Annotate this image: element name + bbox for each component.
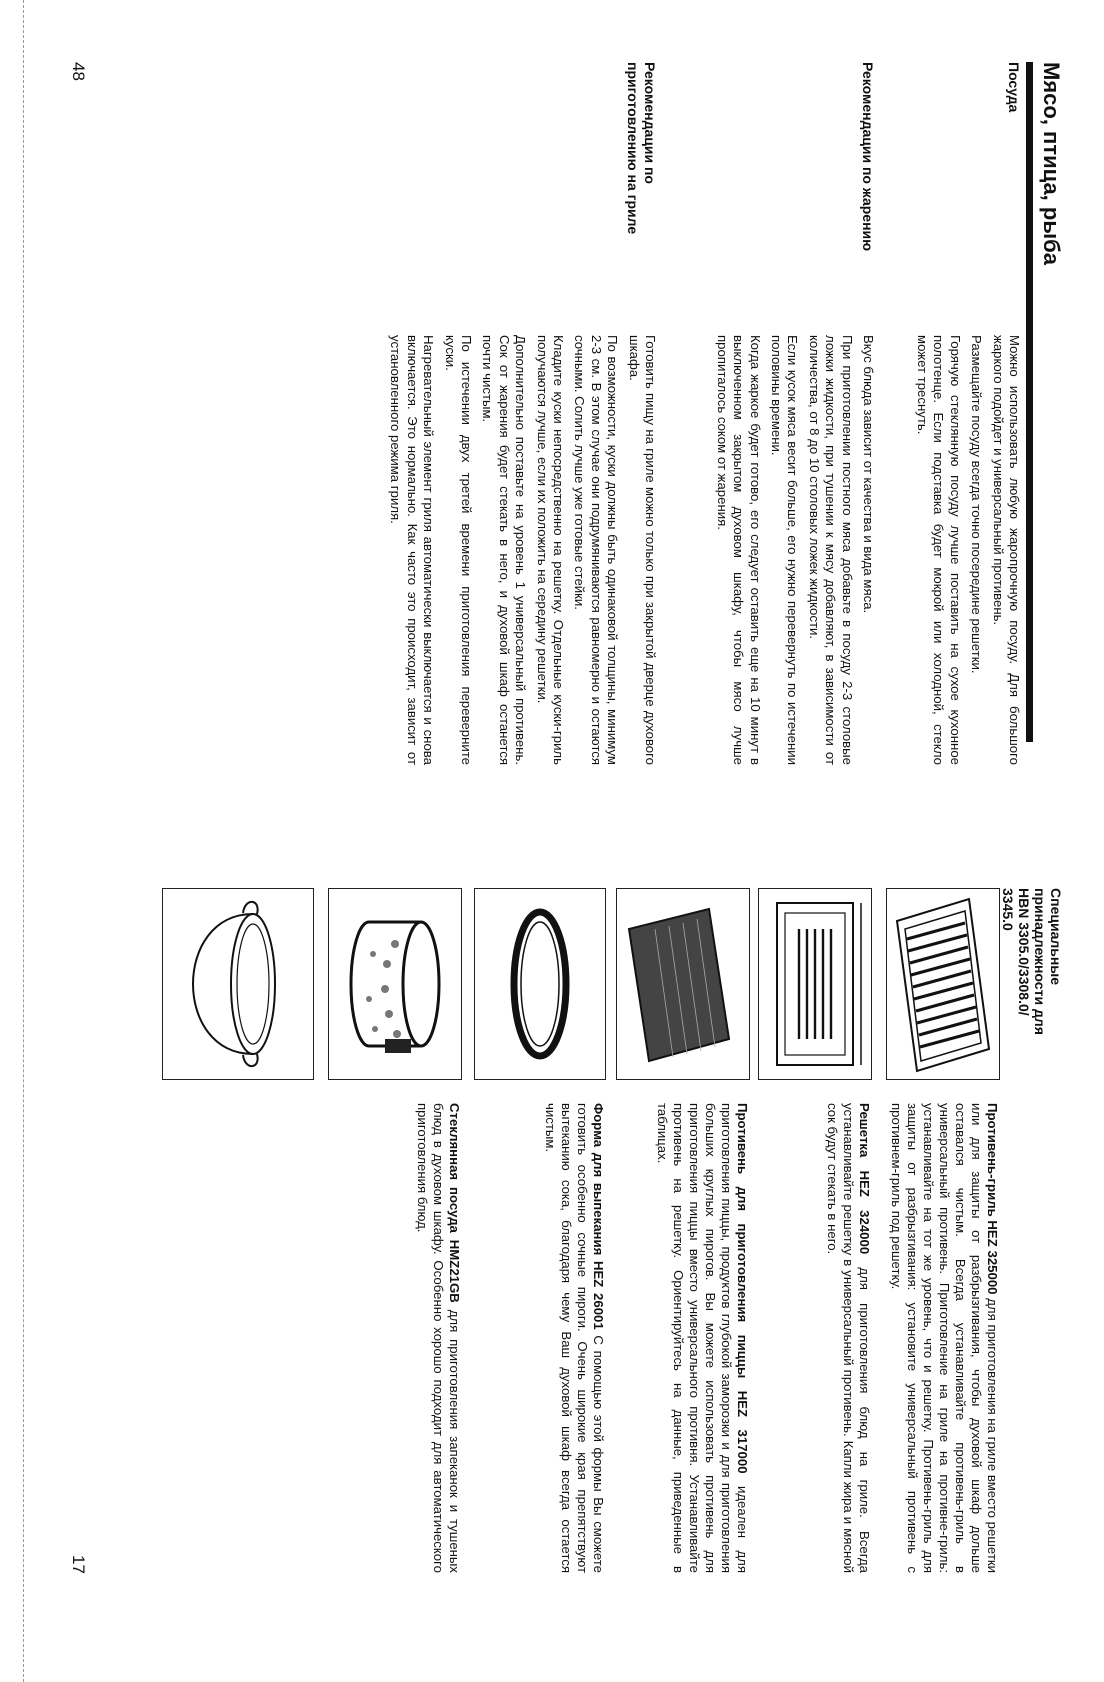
paragraph: Можно использовать любую жаропрочную посуду. Для большого жаркого подойдет и универсальный противень. [990,335,1022,765]
paragraph: Нагревательный элемент гриля автоматически выключается и снова включается. Это нормально. Как часто это происходит, зависит от установленного режима гриля. [388,335,437,765]
oven-rack-icon [759,889,871,1079]
accessory-pizza-tray [654,1103,750,1573]
round-pizza-pan-icon [475,889,605,1079]
pizza-pan-figure [474,888,606,1080]
accessory-grid [824,1103,872,1573]
scan-edge-line [22,0,24,1682]
accessory-name: Стеклянная посуда HMZ21GB [447,1103,462,1303]
paragraph: По истечении двух третей времени приготовления переверните куски. [442,335,474,765]
paragraph: При приготовлении постного мяса добавьте в посуду 2-3 столовые ложки жидкости, при тушении к мясу добавляют, в зависимости от количества, от 8 до 10 столовых ложек жидкости. [806,335,855,765]
label-grilling: Рекомендации по приготовлению на гриле [625,62,658,235]
section-grilling [382,335,658,765]
paragraph: Если кусок мяса весит больше, его нужно перевернуть по истечении половины времени. [768,335,801,765]
accessory-glass-dish [414,1103,462,1573]
springform-pan-icon [329,889,461,1079]
page-title: Мясо, птица, рыба [1026,62,1064,742]
grill-pan-icon [887,889,999,1079]
paragraph: Когда жаркое будет готово, его следует оставить еще на 10 минут в выключенном закрытом духовом шкафу, чтобы мясо лучше пропиталось соком от жарения. [714,335,763,765]
accessory-text: для приготовления запеканок и тушеных блюд в духовом шкафу. Особенно хорошо подходит для автоматического приготовления блюд. [415,1103,462,1574]
label-dishes: Посуда [1006,62,1022,113]
glass-dish-icon [163,889,313,1079]
paragraph: Вкус блюда зависит от качества и вида мяса. [861,335,876,614]
label-roasting: Рекомендации по жарению [860,62,876,252]
accessories-title: Специальные принадлежности для HBN 3305.0/3308.0/ 3345.0 [1000,888,1064,1035]
grid-figure [758,888,872,1080]
section-roasting [708,335,876,765]
page-number-right: 17 [69,1555,88,1574]
glass-dish-figure [162,888,314,1080]
accessory-name: Форма для выпекания HEZ 26001 [591,1103,606,1330]
accessory-baking-form [542,1103,606,1573]
accessory-text: для приготовления на гриле вместо решетки или для защиты от разбрызгивания, чтобы духовой шкаф дольше оставался чистым. Всегда устанавливайте противень-гриль в универсальный противень. Приготовление на гриле на противне-гриль: устанавливайте на тот же уровень, что и решетку. Противень-гриль для защиты от разбрызгивания: установите универсальный противень с противнем-гриль под решетку. [889,1103,1000,1573]
accessory-text: для приготовления блюд на гриле. Всегда устанавливайте решетку в универсальный противень. Капли жира и мясной сок будут стекать в него. [825,1103,872,1573]
page-number-left: 48 [69,62,88,81]
paragraph: Дополнительно поставьте на уровень 1 универсальный противень. Сок от жарения будет стекать в него, и духовой шкаф останется почти чистым. [480,335,529,765]
paragraph: Готовить пищу на гриле можно только при закрытой дверце духового шкафа. [626,335,658,765]
accessory-text: С помощью этой формы Вы сможете готовить особенно сочные пироги. Очень широкие края препятствуют вытеканию сока, благодаря чему Ваш духовой шкаф всегда остается чистым. [543,1103,606,1574]
paragraph: Размещайте посуду всегда точно посередине решетки. [969,335,985,674]
paragraph: Горячую стеклянную посуду лучше поставить на сухое кухонное полотенце. Если подставка будет мокрой или холодной, стекло может треснуть. [914,335,963,765]
accessory-name: Противень-гриль HEZ 325000 [985,1103,1000,1295]
baking-form-figure [328,888,462,1080]
accessory-name: Решетка HEZ 324000 [857,1103,872,1255]
section-dishes [909,335,1022,765]
paragraph: По возможности, куски должны быть одинаковой толщины, минимум 2-3 см. В этом случае они подрумяниваются равномерно и остаются сочными. Солить лучше уже готовые стейки. [572,335,621,765]
paragraph: Кладите куски непосредственно на решетку. Отдельные куски-гриль получаются лучше, если их положить на середину решетки. [534,335,566,765]
accessory-name: Противень для приготовления пиццы HEZ 317000 [735,1103,750,1474]
grill-pan-figure [886,888,1000,1080]
pizza-tray-figure [616,888,750,1080]
accessory-text: идеален для приготовления пиццы, продуктов глубокой заморозки и для приготовления больших круглых пирогов. Вы можете использовать противень для приготовления пиццы вместо универсального противня. Устанавливайте противень на решетку. Ориентируйтесь на данные, приведенные в таблицах. [655,1103,750,1573]
pizza-tray-icon [617,889,749,1079]
accessory-grill-pan [888,1103,1000,1573]
